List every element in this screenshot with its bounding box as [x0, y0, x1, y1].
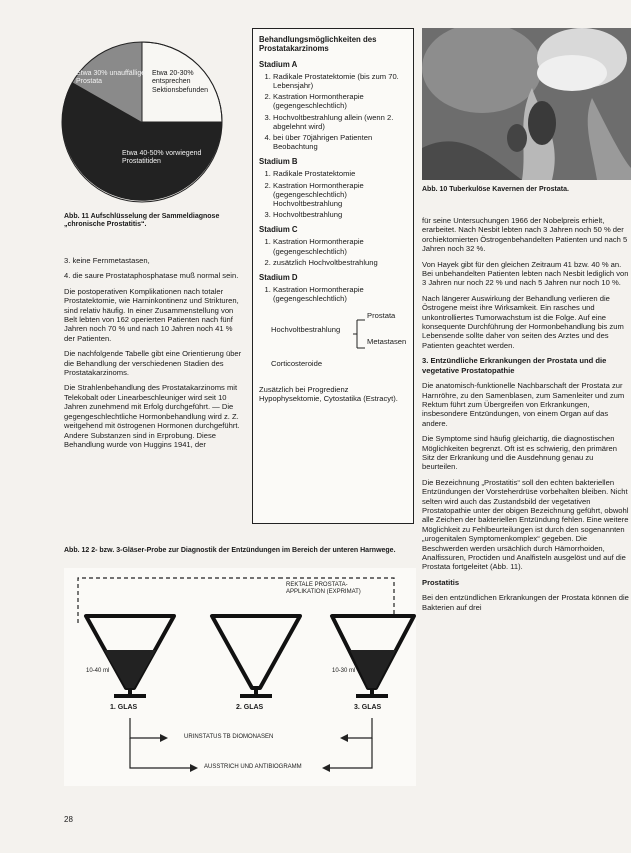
xray-illustration [422, 28, 631, 180]
metastasen-label: Metastasen [367, 337, 407, 347]
left-column [64, 256, 242, 455]
paragraph: Die anatomisch-funktionelle Nachbarschaft der Prostata zur Harnröhre, zu den Samenblasen, zum Samenleiter und zum Rektum führt zum Übergreifen von Erkrankungen, insbesondere Entzündungen, von einem Organ auf das andere. [422, 381, 625, 428]
list-item: 2. zusätzlich Hochvoltbestrahlung [273, 258, 407, 267]
list-item: 2. Kastration Hormontherapie (gegengeschlechtlich) [273, 92, 407, 110]
stage-d-heading: Stadium D [259, 273, 298, 283]
paragraph: für seine Untersuchungen 1966 der Nobelpreis erhielt, erarbeitet. Nach Nesbit lebten nach 3 Jahren noch 50 % der orchiektomierten Östrogenbehandelten Patienten und nach 5 Jahren noch 32 %. [422, 216, 628, 254]
ml-label-1: 10-40 ml [86, 668, 110, 674]
radiation-branch [259, 311, 407, 355]
glass-test-diagram [64, 568, 416, 786]
glass-3-label: 3. GLAS [354, 704, 382, 711]
pie-chart [50, 30, 240, 205]
list-item: 1. Kastration Hormontherapie (gegengeschlechtlich) [273, 237, 407, 255]
stage-a-heading: Stadium A [259, 59, 298, 69]
pie-label-a: Etwa 30% unauffällige Prostata [76, 70, 146, 86]
paragraph: Bei den entzündlichen Erkrankungen der Prostata können die Bakterien auf drei [422, 593, 629, 612]
figure-12-caption: Abb. 12 2- bzw. 3-Gläser-Probe zur Diagnostik der Entzündungen im Bereich der unteren Harnwege. [64, 547, 396, 554]
paragraph: Nach längerer Auswirkung der Behandlung verlieren die Östrogene meist ihre Wirksamkeit. Ein rasches und unkontrolliertes Tumorwachstum ist die Folge. Auf eine konsequente Durchführung der Hormonbehandlung bis zum Lebensende sollte daher von seiten des Arztes und des Patienten geachtet werden. [422, 293, 624, 350]
figure-12 [64, 568, 416, 786]
xray-image [422, 28, 631, 180]
table-title: Behandlungsmöglichkeiten des Prostatakarzinoms [259, 35, 377, 54]
pie-caption: Abb. 11 Aufschlüsselung der Sammeldiagnose „chronische Prostatitis“. [64, 213, 220, 229]
brace-icon [351, 317, 367, 351]
list-item-3: 3. keine Fernmetastasen, [64, 256, 150, 265]
table-footer: Zusätzlich bei Progredienz Hypophysektomie, Cytostatika (Estracyt). [259, 384, 398, 403]
right-column [422, 216, 629, 618]
list-item-4: 4. die saure Prostataphosphatase muß normal sein. [64, 271, 239, 281]
list-item: 1. Radikale Prostatektomie [273, 169, 407, 178]
list-item: 1. Radikale Prostatektomie (bis zum 70. Lebensjahr) [273, 72, 407, 90]
ml-label-3: 10-30 ml [332, 668, 356, 674]
culture-label: URINSTATUS TB DIOMONASEN [184, 734, 274, 740]
prostata-label: Prostata [367, 311, 396, 321]
paragraph: Die nachfolgende Tabelle gibt eine Orientierung über die Behandlung der verschiedenen Stadien des Prostatakarzinoms. [64, 349, 242, 378]
paragraph: Die Symptome sind häufig gleichartig, die diagnostischen Möglichkeiten begrenzt. Oft ist es schwierig, den primären Sitz der Erkrankung und die Ausdehnung genau zu beurteilen. [422, 434, 617, 472]
list-item: 3. Hochvoltbestrahlung allein (wenn 2. abgelehnt wird) [273, 113, 407, 131]
paragraph: Von Hayek gibt für den gleichen Zeitraum 41 bzw. 40 % an. Bei unbehandelten Patienten lebten nach Nesbit lediglich von 3 Jahren nur noch 22 % und nach 5 Jahren nur noch 10 %. [422, 259, 629, 288]
pie-label-b: Etwa 20-30% entsprechen Sektionsbefunden [152, 70, 209, 94]
photo-caption: Abb. 10 Tuberkulöse Kavernen der Prostata. [422, 186, 569, 193]
glass-1-label: 1. GLAS [110, 704, 138, 711]
section-heading: Prostatitis [422, 577, 460, 587]
paragraph: Die postoperativen Komplikationen nach totaler Prostatektomie, wie Harninkontinenz und Strikturen, sind relativ häufig. In einer Zusammenstellung von Belt lebten von 162 operierten Patienten nach fünf Jahren noch 70 % und nach 10 Jahren noch 41 % der Patienten. [64, 286, 239, 343]
pie-label-c: Etwa 40-50% vorwiegend Prostatitiden [122, 150, 202, 166]
section-heading: 3. Entzündliche Erkrankungen der Prostata und die vegetative Prostatopathie [422, 356, 607, 375]
list-item: 1. Kastration Hormontherapie (gegengeschlechtlich) [273, 285, 407, 303]
glass-2-label: 2. GLAS [236, 704, 264, 711]
list-item: 4. bei über 70jährigen Patienten Beobachtung [273, 133, 407, 151]
hv-label: Hochvoltbestrahlung [271, 325, 341, 335]
massage-label: REKTALE PROSTATA- APPLIKATION (EXPRIMAT) [286, 582, 361, 595]
stage-c-heading: Stadium C [259, 225, 298, 235]
paragraph: Die Strahlenbehandlung des Prostatakarzinoms mit Telekobalt oder Linearbeschleuniger wird seit 10 Jahren zunehmend mit Erfolg durchgeführt. — Die gegengeschlechtliche Hormonbehandlung wird z. Z. weitgehend mit östrogenen Hormonen durchgeführt. Andere Substanzen sind in Erprobung. Diese Behandlung wurde von Huggins 1941, der [64, 383, 240, 449]
treatment-table [252, 28, 414, 524]
stage-b-heading: Stadium B [259, 157, 298, 167]
list-item: 2. Kastration Hormontherapie (gegengeschlechtlich) Hochvoltbestrahlung [273, 181, 407, 209]
list-item: 3. Hochvoltbestrahlung [273, 210, 407, 219]
page-number: 28 [64, 815, 73, 824]
analysis-label: AUSSTRICH UND ANTIBIOGRAMM [204, 764, 302, 770]
corticosteroid-label: Corticosteroide [271, 359, 323, 369]
paragraph: Die Bezeichnung „Prostatitis“ soll den echten bakteriellen Entzündungen der Vorsteherdrüse vorbehalten bleiben. Nicht selten wird auch das Zustandsbild der vegetativen Prostatopathie unter der obigen Bezeichnung geführt, obwohl alle Zeichen der bakteriellen Entzündung fehlen. Eine weitere Möglichkeit zu Fehlbeurteilungen ist durch den sogenannten „urogenitalen Symptomenkomplex“ gegeben. Die Beschwerden werden ursächlich durch Hämorrhoiden, Analfissuren, Proctiden und Analfisteln ausgelöst und auf die Prostata fortgeleitet (Abb. 11). [422, 477, 629, 572]
